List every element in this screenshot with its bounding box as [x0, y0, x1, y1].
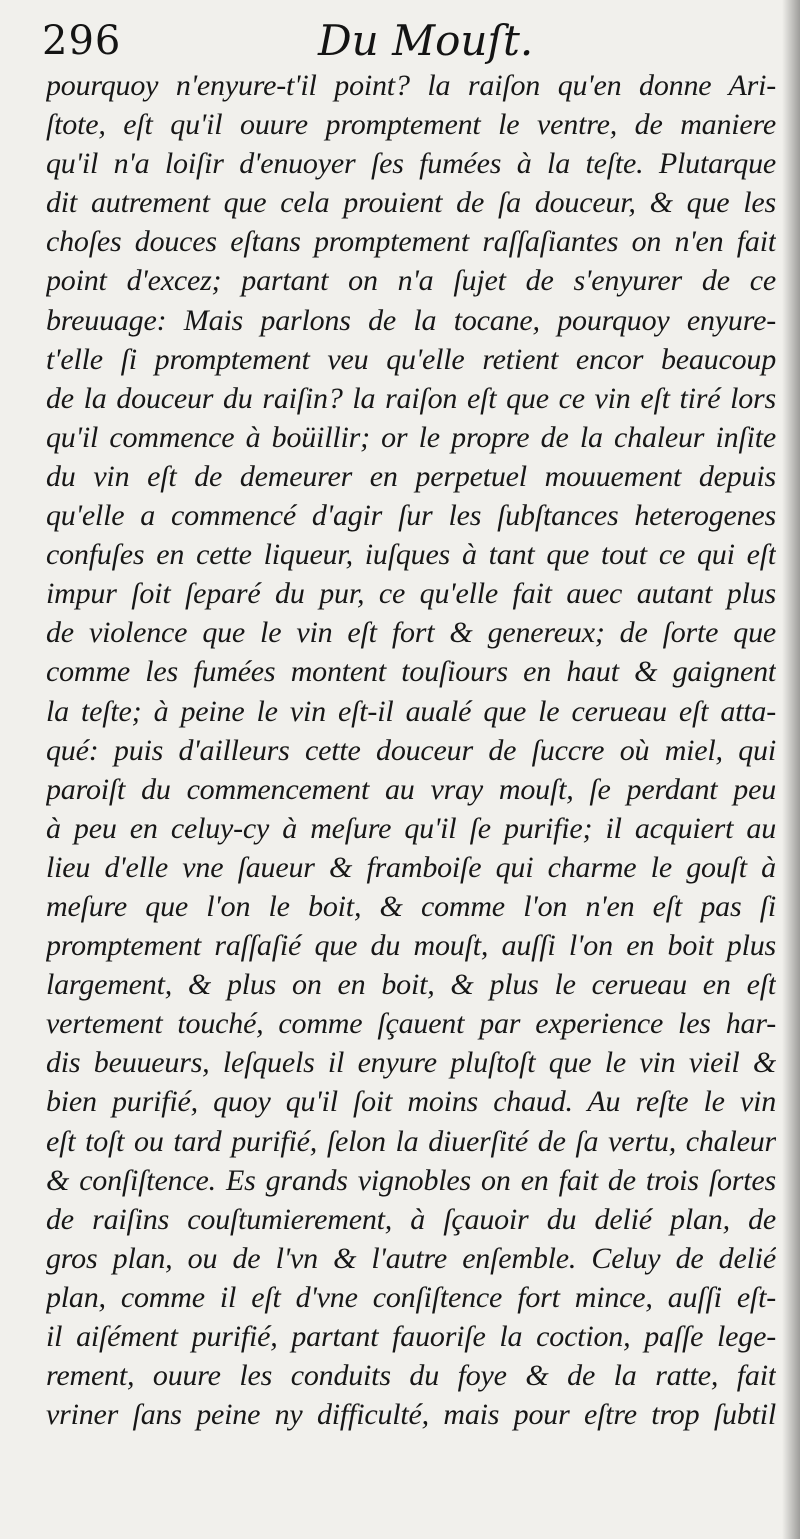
text-line: bien purifié, quoy qu'il ſoit moins chaud. Au reſte le vin — [46, 1085, 776, 1119]
text-line: la teſte; à peine le vin eſt-il aualé que le cerueau eſt atta- — [46, 694, 776, 728]
text-line: du vin eſt de demeurer en perpetuel mouuement depuis — [46, 459, 776, 493]
text-line: t'elle ſi promptement veu qu'elle retient encor beaucoup — [46, 342, 776, 376]
text-line: gros plan, ou de l'vn & l'autre enſemble. Celuy de delié — [46, 1241, 776, 1275]
text-line: qué: puis d'ailleurs cette douceur de ſuccre où miel, qui — [46, 733, 776, 767]
text-line: à peu en celuy-cy à meſure qu'il ſe purifie; il acquiert au — [46, 811, 776, 845]
text-line: dis beuueurs, leſquels il enyure pluſtoſt que le vin vieil & — [46, 1046, 776, 1080]
text-line: lieu d'elle vne ſaueur & framboiſe qui charme le gouſt à — [46, 850, 776, 884]
text-line: vriner ſans peine ny difficulté, mais pour eſtre trop ſubtil — [46, 1398, 776, 1432]
text-line: qu'il n'a loiſir d'enuoyer ſes fumées à la teſte. Plutarque — [46, 147, 776, 181]
text-line: & conſiſtence. Es grands vignobles on en fait de trois ſortes — [46, 1163, 776, 1197]
page-edge-shadow — [782, 0, 800, 1539]
text-line: rement, ouure les conduits du foye & de la ratte, fait — [46, 1359, 776, 1393]
text-line: promptement raſſaſié que du mouſt, auſſi l'on en boit plus — [46, 929, 776, 963]
text-line: impur ſoit ſeparé du pur, ce qu'elle fait auec autant plus — [46, 577, 776, 611]
text-line: choſes douces eſtans promptement raſſaſiantes on n'en fait — [46, 225, 776, 259]
text-line: pourquoy n'enyure-t'il point? la raiſon qu'en donne Ari- — [46, 69, 776, 102]
text-line: meſure que l'on le boit, & comme l'on n'en eſt pas ſi — [46, 889, 776, 923]
text-line: plan, comme il eſt d'vne conſiſtence fort mince, auſſi eſt- — [46, 1280, 776, 1314]
text-line: point d'excez; partant on n'a ſujet de s'enyurer de ce — [46, 264, 776, 298]
text-line: ſtote, eſt qu'il ouure promptement le ventre, de maniere — [46, 108, 776, 142]
text-line: de la douceur du raiſin? la raiſon eſt que ce vin eſt tiré lors — [46, 381, 776, 415]
text-line: de raiſins couſtumierement, à ſçauoir du delié plan, de — [46, 1202, 776, 1236]
page-number: 296 — [42, 18, 122, 64]
page-header — [0, 8, 800, 68]
text-line: il aiſément purifié, partant fauoriſe la coction, paſſe lege- — [46, 1320, 776, 1353]
running-head: Du Mouſt. — [318, 16, 534, 65]
text-line: qu'elle a commencé d'agir ſur les ſubſtances heterogenes — [46, 499, 776, 533]
text-line: qu'il commence à boüillir; or le propre de la chaleur inſite — [46, 420, 776, 454]
text-line: dit autrement que cela prouient de ſa douceur, & que les — [46, 186, 776, 220]
body-text — [46, 66, 776, 1434]
text-line: comme les fumées montent touſiours en haut & gaignent — [46, 655, 776, 689]
text-line: breuuage: Mais parlons de la tocane, pourquoy enyure- — [46, 303, 776, 337]
text-line: eſt toſt ou tard purifié, ſelon la diuerſité de ſa vertu, chaleur — [46, 1124, 776, 1158]
text-line: confuſes en cette liqueur, iuſques à tant que tout ce qui eſt — [46, 538, 776, 572]
text-line: largement, & plus on en boit, & plus le cerueau en eſt — [46, 968, 776, 1002]
text-line: vertement touché, comme ſçauent par experience les har- — [46, 1007, 776, 1041]
text-line: de violence que le vin eſt fort & genereux; de ſorte que — [46, 616, 776, 650]
text-line: paroiſt du commencement au vray mouſt, ſe perdant peu — [46, 772, 776, 806]
